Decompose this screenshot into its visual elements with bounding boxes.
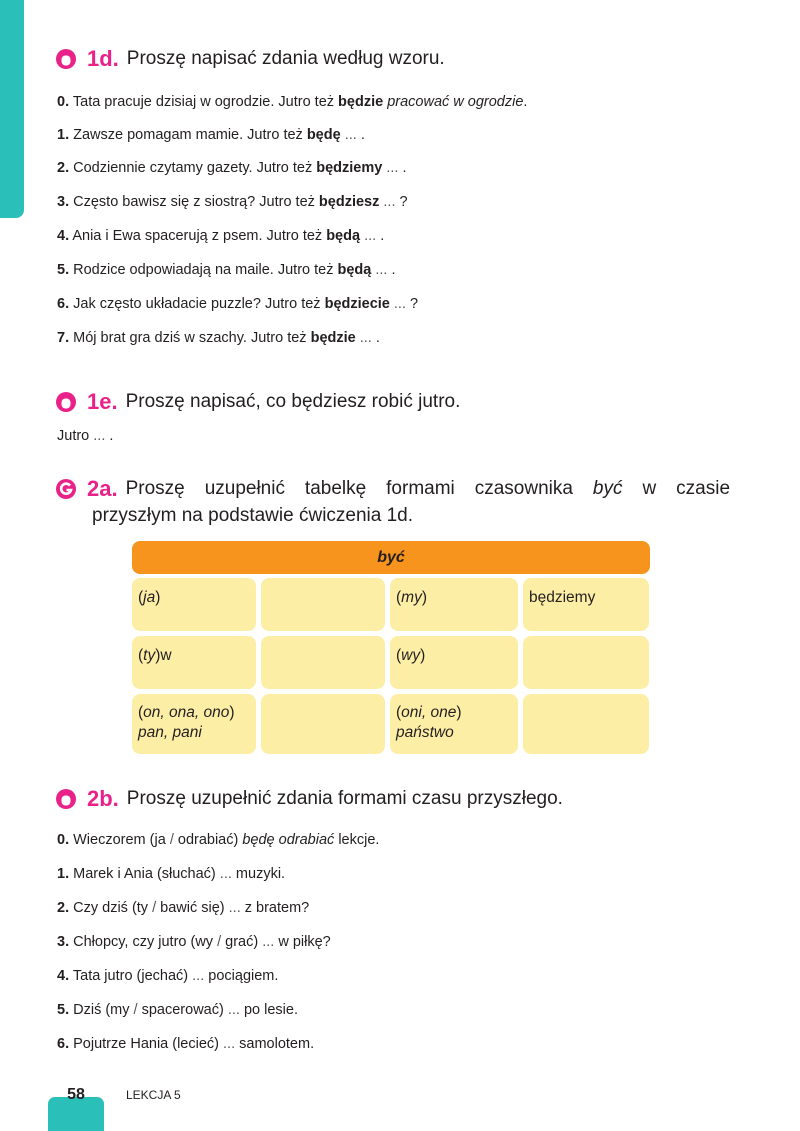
blank-dots: ... xyxy=(93,428,106,444)
example-answer: będę odrabiać xyxy=(242,832,335,848)
sentence-text: Ania i Ewa spacerują z psem. Jutro też xyxy=(72,228,323,244)
paren-close: ) xyxy=(420,647,426,664)
blank-dots: ... xyxy=(359,330,372,346)
exercise-number: 2b. xyxy=(87,786,119,811)
paren-close: )w xyxy=(155,647,172,664)
table-cell xyxy=(261,578,385,631)
exercise-title-line1: Proszę uzupełnić tabelkę formami czasownika być w czasie xyxy=(125,478,731,499)
table-cell xyxy=(390,694,518,754)
paren-open: ( xyxy=(138,647,144,664)
sentence-number: 2. xyxy=(57,900,70,916)
exercise-title: Proszę napisać zdania według wzoru. xyxy=(126,48,445,69)
slash-separator: / xyxy=(152,900,157,916)
pronoun-formal: pan, pani xyxy=(138,724,202,741)
side-color-tab xyxy=(0,0,24,218)
student-head-icon xyxy=(55,391,77,413)
sentence-line xyxy=(57,934,331,950)
pronoun: my xyxy=(401,589,422,606)
pronoun-label xyxy=(138,588,250,608)
sentence-number: 5. xyxy=(57,1002,70,1018)
blank-dots: ... xyxy=(386,160,399,176)
verb-infinitive: bawić się) xyxy=(160,900,225,916)
sentence-text: Marek i Ania (słuchać) xyxy=(73,866,216,882)
verb-form: będą xyxy=(326,228,361,244)
pronoun-label xyxy=(138,703,250,723)
sentence-text: Zawsze pomagam mamie. Jutro też xyxy=(73,127,303,143)
sentence-number: 4. xyxy=(57,968,70,984)
sentence-text: Tata jutro (jechać) xyxy=(72,968,189,984)
blank-dots: ... xyxy=(223,1036,236,1052)
sentence-text: Wieczorem (ja xyxy=(73,832,166,848)
verb-form: będą xyxy=(337,262,372,278)
pronoun: on, ona, ono xyxy=(143,704,230,721)
sentence-number: 6. xyxy=(57,296,70,312)
sentence-line xyxy=(57,228,384,244)
sentence-end: pociągiem. xyxy=(208,968,279,984)
blank-dots: ... xyxy=(219,866,232,882)
paren-close: ) xyxy=(421,589,428,606)
table-cell xyxy=(132,578,256,631)
sentence-number: 6. xyxy=(57,1036,70,1052)
lesson-label: LEKCJA 5 xyxy=(126,1088,181,1102)
table-cell xyxy=(390,636,518,689)
exercise-title: Proszę napisać, co będziesz robić jutro. xyxy=(125,391,461,412)
example-answer: pracować w ogrodzie xyxy=(387,94,524,110)
blank-dots: ... xyxy=(375,262,388,278)
sentence-number: 0. xyxy=(57,832,70,848)
pronoun: oni, one xyxy=(401,704,457,721)
cell-value: będziemy xyxy=(529,589,596,606)
verb-form: będziesz xyxy=(318,194,380,210)
exercise-title: Proszę uzupełnić zdania formami czasu przyszłego. xyxy=(126,788,563,809)
table-cell xyxy=(523,694,649,754)
paren-close: ) xyxy=(229,704,235,721)
blank-dots: ... xyxy=(228,900,241,916)
table-cell xyxy=(261,636,385,689)
pronoun-formal: państwo xyxy=(396,724,454,741)
blank-dots: ... xyxy=(364,228,377,244)
slash-separator: / xyxy=(217,934,222,950)
sentence-text: Mój brat gra dziś w szachy. Jutro też xyxy=(73,330,307,346)
exercise-1e-line xyxy=(57,428,113,444)
pronoun: ja xyxy=(143,589,156,606)
pronoun-label xyxy=(396,588,512,608)
sentence-end: ? xyxy=(399,194,408,210)
sentence-text: Często bawisz się z siostrą? Jutro też xyxy=(73,194,315,210)
exercise-number: 1d. xyxy=(87,46,119,71)
sentence-number: 5. xyxy=(57,262,70,278)
sentence-number: 2. xyxy=(57,160,70,176)
table-cell xyxy=(132,636,256,689)
sentence-line xyxy=(57,330,380,346)
sentence-line xyxy=(57,832,379,848)
verb-form: będzie xyxy=(310,330,356,346)
table-cell xyxy=(523,636,649,689)
line-end: . xyxy=(109,428,114,444)
verb-form: będziemy xyxy=(316,160,383,176)
sentence-end: po lesie. xyxy=(243,1002,298,1018)
sentence-text: Rodzice odpowiadają na maile. Jutro też xyxy=(73,262,334,278)
sentence-line xyxy=(57,900,309,916)
sentence-line xyxy=(57,160,407,176)
paren-open: ( xyxy=(396,647,402,664)
sentence-number: 1. xyxy=(57,127,70,143)
sentence-line xyxy=(57,1002,298,1018)
sentence-line xyxy=(57,194,408,210)
sentence-line xyxy=(57,296,418,312)
paren-open: ( xyxy=(138,704,144,721)
sentence-end: lekcje. xyxy=(338,832,380,848)
line-text: Jutro xyxy=(57,428,90,444)
paren-close: ) xyxy=(155,589,161,606)
page-number: 58 xyxy=(67,1086,85,1103)
table-cell xyxy=(132,694,256,754)
sentence-end: . xyxy=(402,160,407,176)
sentence-end: samolotem. xyxy=(239,1036,315,1052)
sentence-text: Tata pracuje dzisiaj w ogrodzie. Jutro też xyxy=(72,94,335,110)
blank-dots: ... xyxy=(393,296,406,312)
sentence-end: . xyxy=(523,94,528,110)
paren-open: ( xyxy=(396,704,402,721)
sentence-number: 4. xyxy=(57,228,70,244)
sentence-text: Codziennie czytamy gazety. Jutro też xyxy=(73,160,313,176)
blank-dots: ... xyxy=(344,127,357,143)
blank-dots: ... xyxy=(383,194,396,210)
verb-form: będzie xyxy=(338,94,384,110)
sentence-end: . xyxy=(391,262,396,278)
sentence-line xyxy=(57,127,365,143)
blank-dots: ... xyxy=(262,934,275,950)
pronoun: ty xyxy=(143,647,156,664)
sentence-text: Chłopcy, czy jutro (wy xyxy=(73,934,214,950)
sentence-line xyxy=(57,968,278,984)
sentence-end: w piłkę? xyxy=(278,934,331,950)
sentence-number: 3. xyxy=(57,934,70,950)
student-head-icon xyxy=(55,788,77,810)
slash-separator: / xyxy=(133,1002,138,1018)
exercise-number: 2a. xyxy=(87,476,118,501)
verb-form: będziecie xyxy=(324,296,390,312)
paren-open: ( xyxy=(138,589,144,606)
pronoun-label xyxy=(396,646,512,666)
sentence-end: ? xyxy=(410,296,419,312)
sentence-text: Pojutrze Hania (lecieć) xyxy=(73,1036,219,1052)
paren-close: ) xyxy=(456,704,462,721)
exercise-1e-heading xyxy=(55,389,460,415)
exercise-2a-heading xyxy=(55,475,730,529)
slash-separator: / xyxy=(169,832,174,848)
pronoun-label xyxy=(138,646,250,666)
sentence-number: 7. xyxy=(57,330,70,346)
sentence-text: Jak często układacie puzzle? Jutro też xyxy=(73,296,321,312)
table-cell xyxy=(523,578,649,631)
sentence-text: Czy dziś (ty xyxy=(73,900,149,916)
blank-dots: ... xyxy=(192,968,205,984)
verb-infinitive: grać) xyxy=(225,934,259,950)
sentence-line xyxy=(57,262,396,278)
sentence-text: Dziś (my xyxy=(73,1002,130,1018)
student-head-icon xyxy=(55,48,77,70)
verb-form: będę xyxy=(306,127,341,143)
paren-open: ( xyxy=(396,589,402,606)
sentence-line xyxy=(57,1036,314,1052)
exercise-2b-heading xyxy=(55,786,563,812)
pronoun-label xyxy=(396,703,512,723)
sentence-end: . xyxy=(380,228,385,244)
sentence-number: 3. xyxy=(57,194,70,210)
exercise-title-line2: przyszłym na podstawie ćwiczenia 1d. xyxy=(92,505,414,526)
pronoun: wy xyxy=(401,647,421,664)
blank-dots: ... xyxy=(227,1002,240,1018)
sentence-end: . xyxy=(375,330,380,346)
table-cell xyxy=(390,578,518,631)
table-grid xyxy=(132,578,650,754)
grammar-g-icon xyxy=(55,478,77,500)
sentence-line xyxy=(57,94,527,110)
table-header: być xyxy=(132,541,650,574)
sentence-number: 1. xyxy=(57,866,70,882)
sentence-end: muzyki. xyxy=(235,866,286,882)
exercise-number: 1e. xyxy=(87,389,118,414)
sentence-end: z bratem? xyxy=(244,900,310,916)
conjugation-table xyxy=(132,541,650,754)
sentence-end: . xyxy=(360,127,365,143)
sentence-number: 0. xyxy=(57,94,70,110)
verb-infinitive: odrabiać) xyxy=(177,832,239,848)
sentence-line xyxy=(57,866,285,882)
verb-infinitive: spacerować) xyxy=(141,1002,224,1018)
table-cell xyxy=(261,694,385,754)
exercise-1d-heading xyxy=(55,46,445,72)
